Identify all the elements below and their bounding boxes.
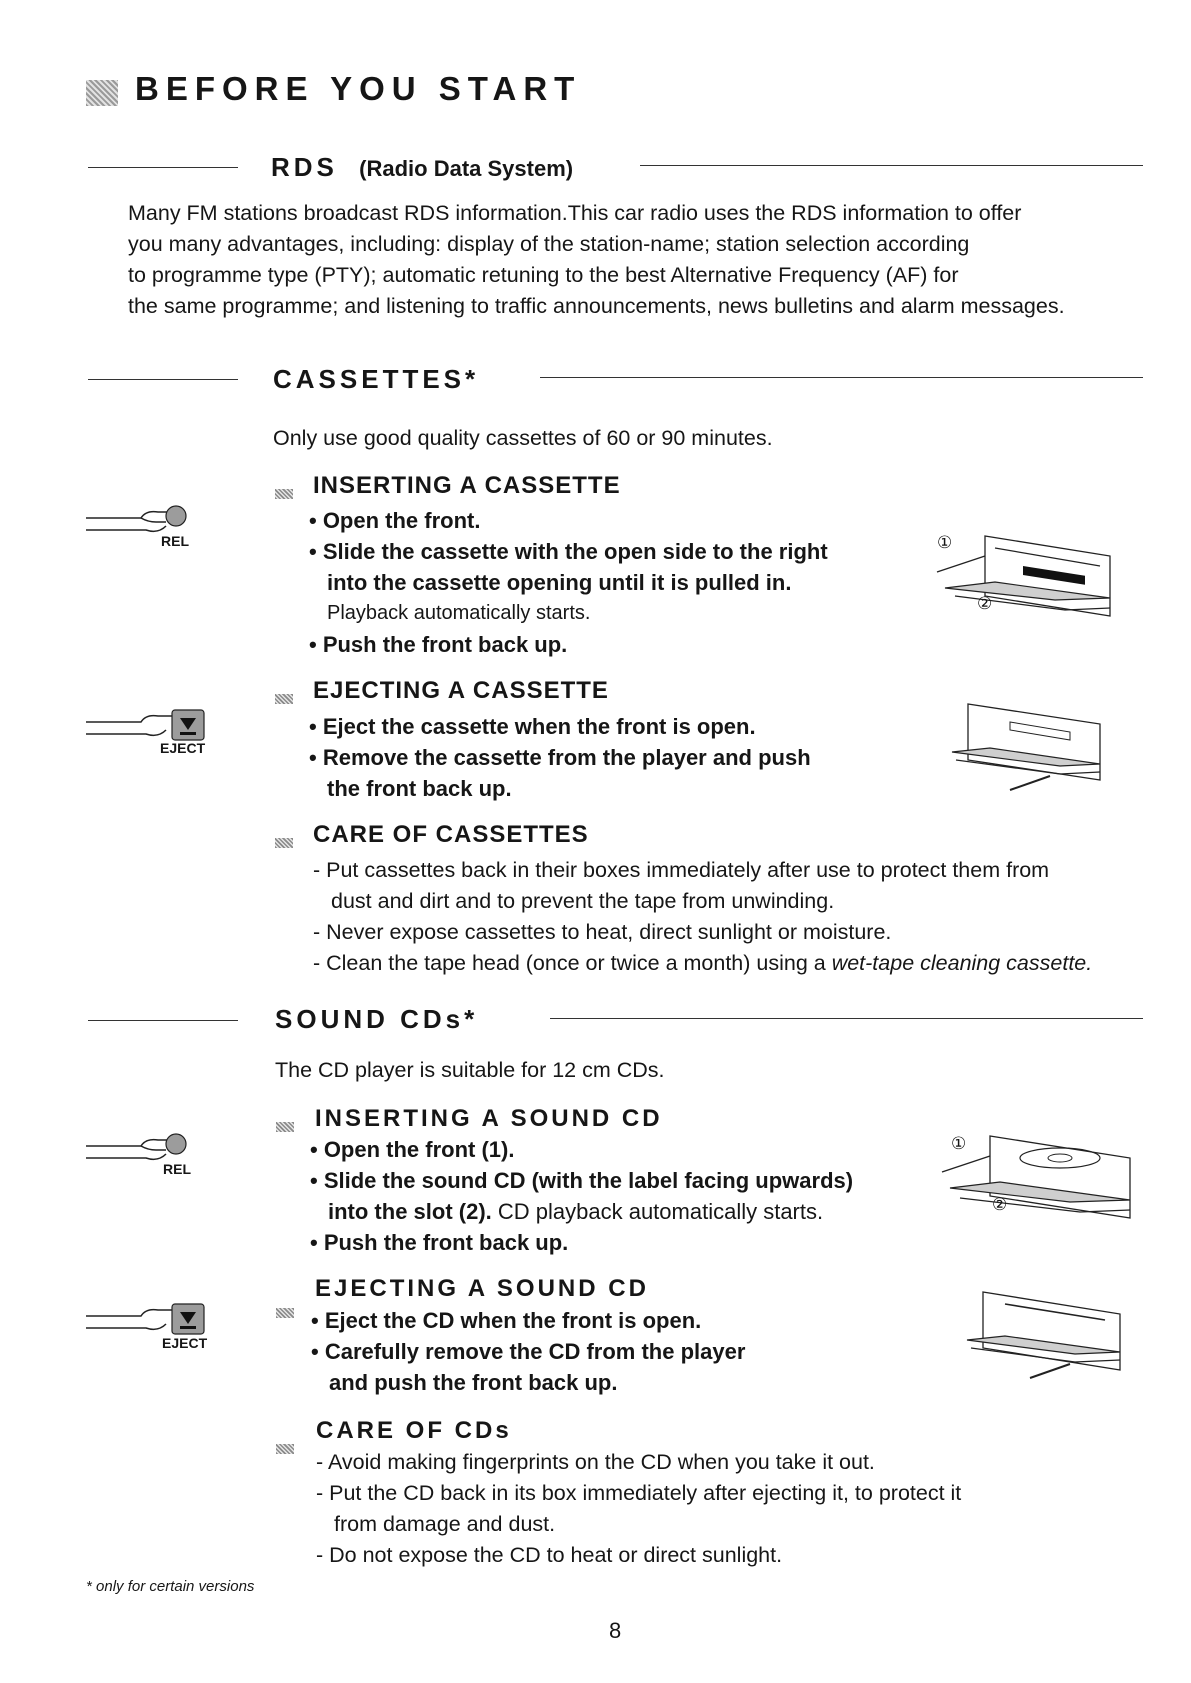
rds-section-title [271,152,573,183]
section-rule-right [550,1018,1143,1019]
inserting-cassette-heading: INSERTING A CASSETTE [313,472,621,499]
rds-line: you many advantages, including: display of the station-name; station selection according [128,232,970,256]
rds-line: to programme type (PTY); automatic retuning to the best Alternative Frequency (AF) for [128,263,959,287]
step-marker-2: ② [977,594,993,613]
section-rule-right [640,165,1143,166]
page-number: 8 [609,1618,622,1643]
step: into the cassette opening until it is pulled in. [327,570,792,595]
care-item: - Do not expose the CD to heat or direct sunlight. [316,1543,783,1567]
step: and push the front back up. [329,1370,618,1395]
ejecting-cd-steps [311,1305,745,1398]
inserting-cassette-steps [309,505,828,660]
subheading-marker-icon [275,489,293,499]
cassette-eject-illustration [950,700,1110,795]
step: • Slide the cassette with the open side to the right [309,539,828,564]
care-item: from damage and dust. [334,1512,556,1536]
cassettes-intro: Only use good quality cassettes of 60 or 90 minutes. [273,426,773,450]
rel-button-label: REL [161,533,189,549]
care-item: - Avoid making fingerprints on the CD when you take it out. [316,1450,875,1474]
inserting-cd-heading: INSERTING A SOUND CD [315,1105,663,1132]
rds-description [128,198,1065,322]
cassette-insert-illustration [935,528,1125,618]
inserting-cd-steps [310,1134,853,1258]
rds-line: Many FM stations broadcast RDS information.This car radio uses the RDS information to offer [128,201,1022,225]
cd-insert-illustration [940,1128,1130,1223]
step: the front back up. [327,776,512,801]
step: • Eject the cassette when the front is open. [309,714,756,739]
rds-line: the same programme; and listening to traffic announcements, news bulletins and alarm messages. [128,294,1065,318]
care-item: - Never expose cassettes to heat, direct sunlight or moisture. [313,920,892,944]
cds-intro: The CD player is suitable for 12 cm CDs. [275,1058,665,1082]
step: • Push the front back up. [310,1230,569,1255]
step-note: CD playback automatically starts. [491,1199,824,1224]
subheading-marker-icon [276,1444,294,1454]
page-title: BEFORE YOU START [135,70,582,107]
ejecting-cassette-steps [309,711,811,804]
ejecting-cassette-heading: EJECTING A CASSETTE [313,677,609,704]
cd-eject-illustration [965,1288,1125,1383]
subheading-marker-icon [276,1308,294,1318]
section-rule-right [540,377,1143,378]
care-item: - Put the CD back in its box immediately after ejecting it, to protect it [316,1481,962,1505]
cds-section-title: SOUND CDs* [275,1004,479,1034]
care-item-emphasis: wet-tape cleaning cassette. [831,951,1093,975]
subheading-marker-icon [275,694,293,704]
step: into the slot (2). [328,1199,492,1224]
step-marker-1: ① [937,533,953,552]
section-rule-left [88,1020,238,1021]
subheading-marker-icon [276,1122,294,1132]
title-marker-icon [86,80,118,106]
care-item: dust and dirt and to prevent the tape from unwinding. [331,889,835,913]
section-rule-left [88,379,238,380]
step: • Remove the cassette from the player and push [309,745,811,770]
care-cassettes-list [313,855,1092,979]
section-rule-left [88,167,238,168]
step-note: Playback automatically starts. [327,602,591,624]
cassettes-section-title: CASSETTES* [273,364,480,394]
rel-button-label: REL [163,1161,191,1177]
care-cds-heading: CARE OF CDs [316,1417,512,1444]
care-item [313,948,1092,979]
care-item: - Put cassettes back in their boxes immediately after use to protect them from [313,858,1050,882]
eject-button-label: EJECT [162,1335,208,1351]
step: • Open the front (1). [310,1137,515,1162]
step: • Eject the CD when the front is open. [311,1308,702,1333]
subheading-marker-icon [275,838,293,848]
care-cassettes-heading: CARE OF CASSETTES [313,821,589,848]
rds-subtitle: (Radio Data System) [359,156,574,181]
care-cds-list [316,1447,961,1571]
step: • Push the front back up. [309,632,568,657]
step-marker-2: ② [992,1195,1008,1214]
step-marker-1: ① [951,1134,967,1153]
care-item-text: - Clean the tape head (once or twice a month) using a [313,951,832,975]
footnote: * only for certain versions [86,1578,255,1595]
step: • Open the front. [309,508,481,533]
rds-title: RDS [271,152,338,182]
ejecting-cd-heading: EJECTING A SOUND CD [315,1275,649,1302]
step: • Slide the sound CD (with the label facing upwards) [310,1168,854,1193]
eject-button-label: EJECT [160,740,206,756]
step: • Carefully remove the CD from the player [311,1339,746,1364]
